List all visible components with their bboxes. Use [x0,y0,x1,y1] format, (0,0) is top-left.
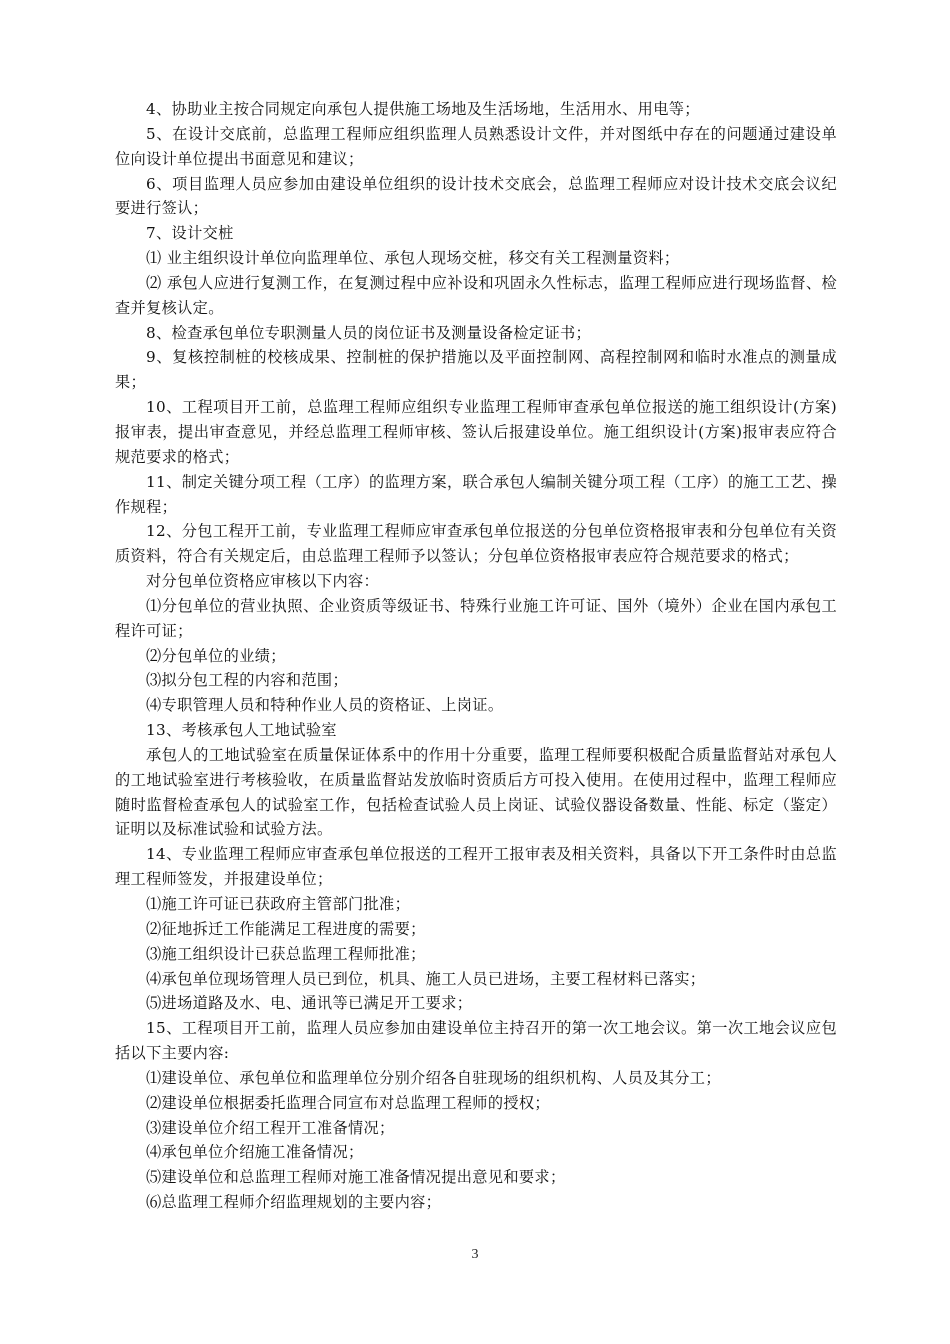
list-item: ⑹总监理工程师介绍监理规划的主要内容； [146,1193,442,1212]
list-item: ⑶建设单位介绍工程开工准备情况； [146,1118,395,1137]
paragraph: 4、协助业主按合同规定向承包人提供施工场地及生活场地，生活用水、用电等； [146,100,700,118]
list-item: ⑶拟分包工程的内容和范围； [146,671,348,690]
paragraph: 8、检查承包单位专职测量人员的岗位证书及测量设备检定证书； [146,323,592,342]
list-item: ⑵ 承包人应进行复测工作，在复测过程中应补设和巩固永久性标志，监理工程师应进行现场监督、检查并复核认定。 [115,273,837,317]
list-item: ⑴ 业主组织设计单位向监理单位、承包人现场交桩，移交有关工程测量资料； [146,249,680,268]
paragraph: 10、工程项目开工前，总监理工程师应组织专业监理工程师审查承包单位报送的施工组织设计(方案)报审表，提出审查意见，并经总监理工程师审核、签认后报建设单位。施工组织设计(方案)报审表应符合规范要求的格式； [115,398,837,466]
paragraph: 11、制定关键分项工程（工序）的监理方案，联合承包人编制关键分项工程（工序）的施工工艺、操作规程； [115,472,837,516]
list-item: ⑴分包单位的营业执照、企业资质等级证书、特殊行业施工许可证、国外（境外）企业在国内承包工程许可证； [115,596,837,640]
list-item: ⑸进场道路及水、电、通讯等已满足开工要求； [146,994,473,1013]
paragraph: 15、工程项目开工前，监理人员应参加由建设单位主持召开的第一次工地会议。第一次工地会议应包括以下主要内容: [115,1019,837,1063]
paragraph: 13、考核承包人工地试验室 [146,721,337,740]
page-number: 3 [471,1247,479,1262]
list-item: ⑴建设单位、承包单位和监理单位分别介绍各自驻现场的组织机构、人员及其分工； [146,1068,721,1087]
paragraph: 12、分包工程开工前，专业监理工程师应审查承包单位报送的分包单位资格报审表和分包单位有关资质资料，符合有关规定后，由总监理工程师予以签认；分包单位资格报审表应符合规范要求的格式； [115,522,837,566]
paragraph: 承包人的工地试验室在质量保证体系中的作用十分重要，监理工程师要积极配合质量监督站对承包人的工地试验室进行考核验收，在质量监督站发放临时资质后方可投入使用。在使用过程中，监理工程师应随时监督检查承包人的试验室工作，包括检查试验人员上岗证、试验仪器设备数量、性能、标定（鉴定）证明以及标准试验和试验方法。 [115,745,837,839]
list-item: ⑷承包单位介绍施工准备情况； [146,1143,364,1162]
list-item: ⑴施工许可证已获政府主管部门批准； [146,895,411,913]
paragraph: 对分包单位资格应审核以下内容： [146,572,380,591]
list-item: ⑷承包单位现场管理人员已到位，机具、施工人员已进场，主要工程材料已落实； [146,969,706,988]
paragraph: 7、设计交桩 [146,224,234,243]
paragraph: 5、在设计交底前，总监理工程师应组织监理人员熟悉设计文件，并对图纸中存在的问题通过建设单位向设计单位提出书面意见和建议； [115,124,837,168]
paragraph: 14、专业监理工程师应审查承包单位报送的工程开工报审表及相关资料，具备以下开工条件时由总监理工程师签发，并报建设单位； [115,845,837,889]
list-item: ⑸建设单位和总监理工程师对施工准备情况提出意见和要求； [146,1168,566,1187]
list-item: ⑷专职管理人员和特种作业人员的资格证、上岗证。 [146,696,504,715]
document-body [115,97,837,1215]
list-item: ⑵建设单位根据委托监理合同宣布对总监理工程师的授权； [146,1093,550,1112]
list-item: ⑶施工组织设计已获总监理工程师批准； [146,944,426,963]
list-item: ⑵分包单位的业绩； [146,646,286,665]
paragraph: 9、复核控制桩的校核成果、控制桩的保护措施以及平面控制网、高程控制网和临时水准点的测量成果； [115,348,837,392]
list-item: ⑵征地拆迁工作能满足工程进度的需要； [146,919,426,938]
paragraph: 6、项目监理人员应参加由建设单位组织的设计技术交底会，总监理工程师应对设计技术交底会议纪要进行签认； [115,174,837,218]
